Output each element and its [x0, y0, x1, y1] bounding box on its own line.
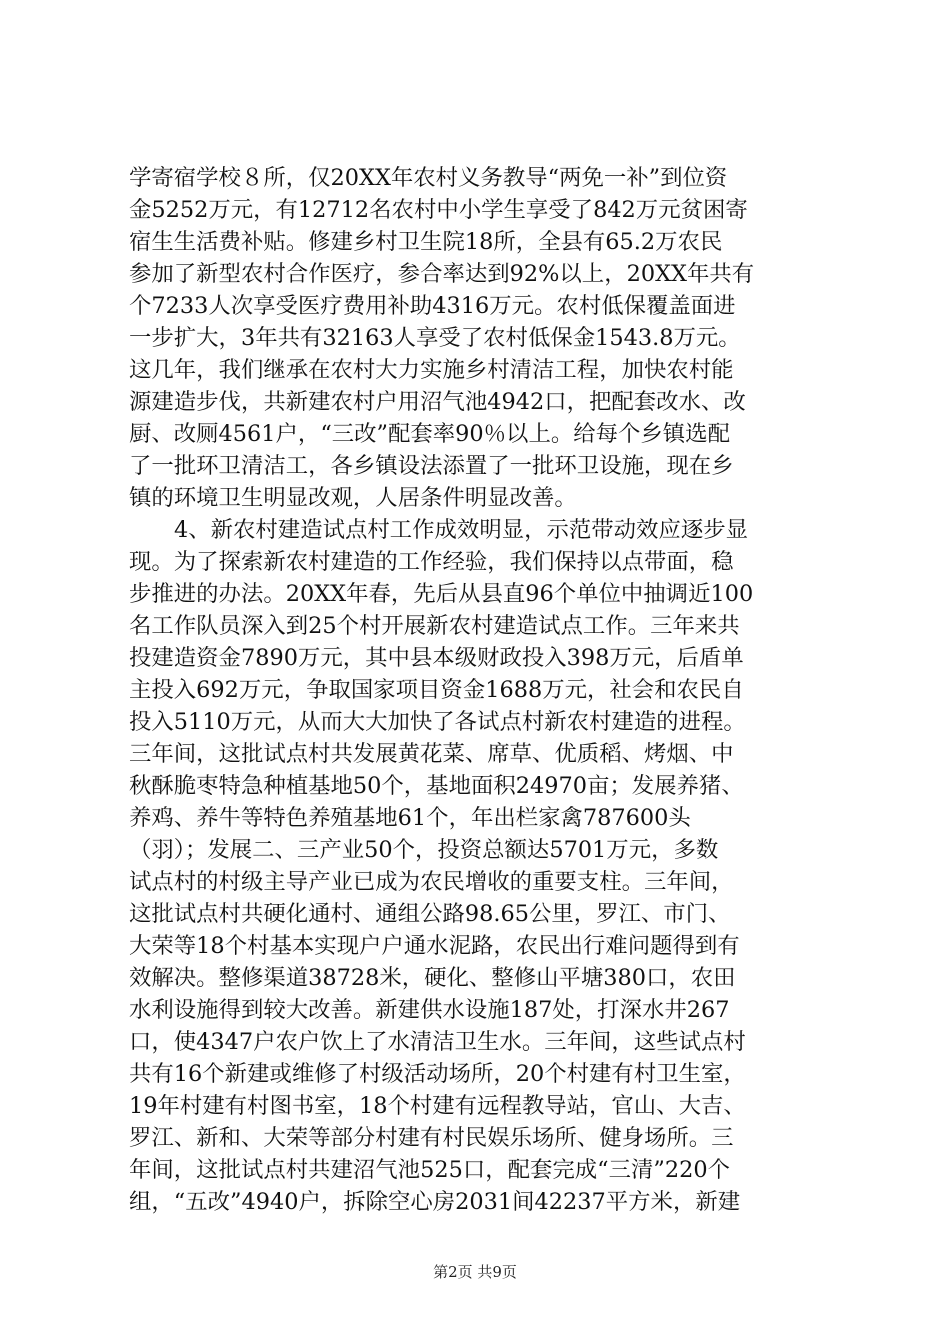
- text-line: 共有16个新建或维修了村级活动场所，20个村建有村卫生室，: [129, 1061, 746, 1087]
- text-line: 参加了新型农村合作医疗，参合率达到92%以上，20XX年共有: [129, 261, 755, 287]
- text-line: 秋酥脆枣特急种植基地50个，基地面积24970亩；发展养猪、: [129, 773, 744, 799]
- text-line: 步推进的办法。20XX年春，先后从县直96个单位中抽调近100: [129, 581, 754, 607]
- text-line: 口，使4347户农户饮上了水清洁卫生水。三年间，这些试点村: [129, 1029, 746, 1055]
- page-footer: [0, 1262, 950, 1282]
- paragraph-start-line: 4、新农村建造试点村工作成效明显，示范带动效应逐步显: [174, 517, 749, 543]
- text-line: 19年村建有村图书室，18个村建有远程教导站，官山、大吉、: [129, 1093, 746, 1119]
- text-line: 这几年，我们继承在农村大力实施乡村清洁工程，加快农村能: [129, 357, 734, 383]
- page-number: 第2页 共9页: [433, 1263, 517, 1281]
- text-line: 金5252万元，有12712名农村中小学生享受了842万元贫困寄: [129, 197, 748, 223]
- text-line: 组，“五改”4940户，拆除空心房2031间42237平方米，新建: [129, 1189, 741, 1215]
- text-line: 这批试点村共硬化通村、通组公路98.65公里，罗江、市门、: [129, 901, 731, 927]
- text-line: 水利设施得到较大改善。新建供水设施187处，打深水井267: [129, 997, 730, 1023]
- text-line: 了一批环卫清洁工，各乡镇设法添置了一批环卫设施，现在乡: [129, 453, 734, 479]
- text-line: 养鸡、养牛等特色养殖基地61个，年出栏家禽787600头: [129, 805, 691, 831]
- text-line: 效解决。整修渠道38728米，硬化、整修山平塘380口，农田: [129, 965, 736, 991]
- text-line: 三年间，这批试点村共发展黄花菜、席草、优质稻、烤烟、中: [129, 741, 734, 767]
- text-line: 学寄宿学校８所，仅20XX年农村义务教导“两免一补”到位资: [129, 165, 728, 191]
- text-line: 个7233人次享受医疗费用补助4316万元。农村低保覆盖面进: [129, 293, 736, 319]
- text-line: 主投入692万元，争取国家项目资金1688万元，社会和农民自: [129, 677, 744, 703]
- text-line: 源建造步伐，共新建农村户用沼气池4942口，把配套改水、改: [129, 389, 746, 415]
- body-text: [129, 162, 829, 1218]
- text-line: 年间，这批试点村共建沼气池525口，配套完成“三清”220个: [129, 1157, 730, 1183]
- text-line: 一步扩大，3年共有32163人享受了农村低保金1543.8万元。: [129, 325, 741, 351]
- text-line: （羽）；发展二、三产业50个，投资总额达5701万元，多数: [129, 837, 719, 863]
- text-line: 罗江、新和、大荣等部分村建有村民娱乐场所、健身场所。三: [129, 1125, 734, 1151]
- text-line: 名工作队员深入到25个村开展新农村建造试点工作。三年来共: [129, 613, 740, 639]
- text-line: 投建造资金7890万元，其中县本级财政投入398万元，后盾单: [129, 645, 744, 671]
- text-line: 镇的环境卫生明显改观，人居条件明显改善。: [129, 485, 577, 511]
- text-line: 现。为了探索新农村建造的工作经验，我们保持以点带面，稳: [129, 549, 734, 575]
- text-line: 厨、改厕4561户，“三改”配套率90％以上。给每个乡镇选配: [129, 421, 730, 447]
- text-line: 投入5110万元，从而大大加快了各试点村新农村建造的进程。: [129, 709, 746, 735]
- text-line: 大荣等18个村基本实现户户通水泥路，农民出行难问题得到有: [129, 933, 740, 959]
- text-line: 宿生生活费补贴。修建乡村卫生院18所，全县有65.2万农民: [129, 229, 723, 255]
- text-line: 试点村的村级主导产业已成为农民增收的重要支柱。三年间，: [129, 869, 734, 895]
